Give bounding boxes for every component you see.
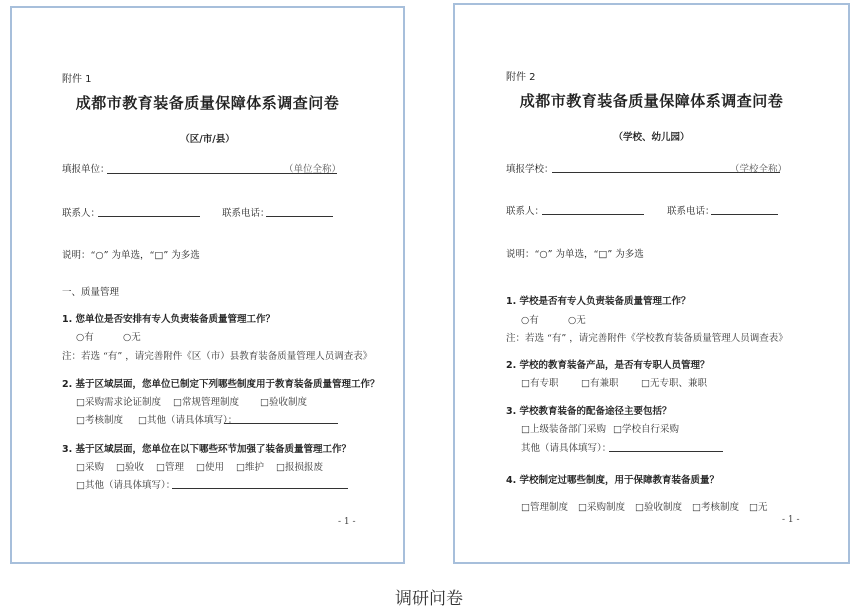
question-3: 3. 学校教育装备的配备途径主要包括？: [506, 406, 672, 417]
phone-label: 联系电话：: [667, 206, 715, 217]
question-1: 1. 学校是否有专人负责装备质量管理工作？: [506, 296, 691, 307]
question-1: 1. 您单位是否安排有专人负责装备质量管理工作？: [62, 314, 276, 325]
question-2: 2. 基于区域层面，您单位已制定下列哪些制度用于教育装备质量管理工作？: [62, 379, 380, 390]
checkbox-none[interactable]: □无: [749, 502, 768, 513]
question-1-options: [521, 312, 586, 326]
radio-no[interactable]: ○无: [123, 332, 141, 343]
question-3: 3. 基于区域层面，您单位在以下哪些环节加强了装备质量管理工作？: [62, 444, 352, 455]
radio-yes[interactable]: ○有: [76, 332, 94, 343]
checkbox-acceptance[interactable]: □验收: [116, 462, 144, 473]
question-2-other-field[interactable]: [224, 423, 338, 424]
contact-label: 联系人：: [62, 208, 101, 219]
question-1-note: 注：若选 “有” ，请完善附件《学校教育装备质量管理人员调查表》: [506, 333, 788, 344]
page-number: - 1 -: [338, 517, 356, 527]
figure-caption: 调研问卷: [395, 589, 463, 609]
question-2-options-row2: [76, 412, 237, 426]
checkbox-management[interactable]: □管理: [156, 462, 184, 473]
question-2: 2. 学校的教育装备产品，是否有专职人员管理？: [506, 360, 710, 371]
checkbox-management-system[interactable]: □管理制度: [521, 502, 568, 513]
questionnaire-page-school: [453, 3, 850, 564]
checkbox-scrap[interactable]: □报损报废: [276, 462, 323, 473]
phone-field[interactable]: [266, 216, 333, 217]
checkbox-purchase[interactable]: □采购: [76, 462, 104, 473]
question-3-options-row1: [76, 459, 323, 473]
unit-hint: （单位全称）: [284, 164, 342, 175]
checkbox-none[interactable]: □无专职、兼职: [641, 378, 707, 389]
checkbox-assessment-system[interactable]: □考核制度: [692, 502, 739, 513]
question-3-other-field[interactable]: [609, 451, 723, 452]
school-label: 填报学校：: [506, 164, 554, 175]
question-3-options-row2: [76, 477, 175, 491]
page-subtitle: （学校、幼儿园）: [613, 132, 690, 143]
checkbox-superior-procurement[interactable]: □上级装备部门采购: [521, 424, 606, 435]
school-hint: （学校全称）: [730, 164, 788, 175]
question-3-options: [521, 421, 679, 435]
annex-label: 附件 2: [506, 72, 536, 83]
page-title: 成都市教育装备质量保障体系调查问卷: [519, 92, 784, 110]
question-2-options: [521, 375, 707, 389]
phone-label: 联系电话：: [222, 208, 270, 219]
question-4-options: [521, 499, 767, 513]
questionnaire-page-district: [10, 6, 405, 564]
question-3-other-field[interactable]: [172, 488, 348, 489]
instructions: 说明：“○” 为单选，“□” 为多选: [62, 250, 200, 261]
checkbox-maintenance[interactable]: □维护: [236, 462, 264, 473]
phone-field[interactable]: [711, 214, 778, 215]
question-1-note: 注：若选 “有” ，请完善附件《区（市）县教育装备质量管理人员调查表》: [62, 351, 373, 362]
checkbox-procurement-demand[interactable]: □采购需求论证制度: [76, 397, 161, 408]
contact-field[interactable]: [542, 214, 644, 215]
annex-label: 附件 1: [62, 74, 92, 85]
checkbox-assessment[interactable]: □考核制度: [76, 415, 123, 426]
checkbox-part-time[interactable]: □有兼职: [581, 378, 619, 389]
checkbox-usage[interactable]: □使用: [196, 462, 224, 473]
question-4: 4. 学校制定过哪些制度，用于保障教育装备质量？: [506, 475, 720, 486]
question-3-other-label: 其他（请具体填写）：: [521, 443, 612, 454]
checkbox-self-procurement[interactable]: □学校自行采购: [613, 424, 679, 435]
checkbox-acceptance[interactable]: □验收制度: [260, 397, 307, 408]
radio-yes[interactable]: ○有: [521, 315, 539, 326]
checkbox-other[interactable]: □其他（请具体填写）：: [138, 415, 238, 426]
checkbox-full-time[interactable]: □有专职: [521, 378, 559, 389]
unit-label: 填报单位：: [62, 164, 110, 175]
question-2-options-row1: [76, 394, 307, 408]
contact-field[interactable]: [98, 216, 200, 217]
radio-no[interactable]: ○无: [568, 315, 586, 326]
checkbox-procurement-system[interactable]: □采购制度: [578, 502, 625, 513]
checkbox-routine-management[interactable]: □常规管理制度: [173, 397, 239, 408]
checkbox-other[interactable]: □其他（请具体填写）：: [76, 480, 176, 491]
page-number: - 1 -: [782, 515, 800, 525]
checkbox-acceptance-system[interactable]: □验收制度: [635, 502, 682, 513]
page-title: 成都市教育装备质量保障体系调查问卷: [75, 94, 340, 112]
section-heading: 一、质量管理: [62, 287, 120, 298]
instructions: 说明：“○” 为单选，“□” 为多选: [506, 249, 644, 260]
page-subtitle: （区/市/县）: [180, 134, 235, 145]
contact-label: 联系人：: [506, 206, 545, 217]
question-1-options: [76, 329, 141, 343]
